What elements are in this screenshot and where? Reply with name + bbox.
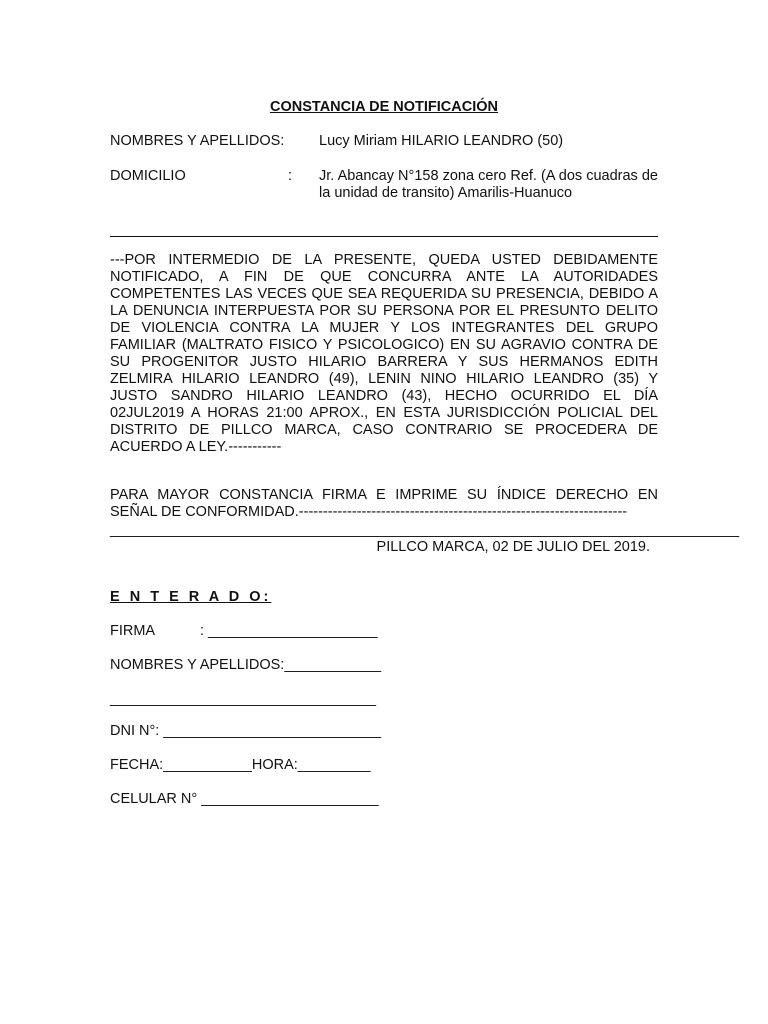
dni-field: DNI N°: ___________________________ — [110, 723, 382, 739]
blank-line: _________________________________ — [110, 691, 377, 707]
place-date: PILLCO MARCA, 02 DE JULIO DEL 2019. — [376, 539, 650, 555]
entered-heading — [110, 589, 271, 605]
names-value: Lucy Miriam HILARIO LEANDRO (50) — [319, 133, 564, 149]
firma-field — [110, 623, 378, 639]
underscore-line: ______________________________________________________________________________ — [110, 522, 740, 538]
firma-label: FIRMA — [110, 623, 156, 639]
names-field: NOMBRES Y APELLIDOS:____________ — [110, 657, 382, 673]
entered-label: E N T E R A D O — [110, 589, 264, 605]
celular-field: CELULAR N° ______________________ — [110, 791, 379, 807]
address-colon: : — [288, 168, 293, 184]
constancia-paragraph: PARA MAYOR CONSTANCIA FIRMA E IMPRIME SU ÍNDICE DERECHO EN SEÑAL DE CONFORMIDAD.-------------------------------------------------------------------- — [110, 487, 658, 520]
names-label: NOMBRES Y APELLIDOS: — [110, 133, 285, 149]
entered-colon: : — [263, 589, 272, 605]
section-divider — [110, 236, 658, 237]
address-value: Jr. Abancay N°158 zona cero Ref. (A dos cuadras de la unidad de transito) Amarilis-Huanuco — [319, 168, 658, 201]
address-label: DOMICILIO — [110, 168, 186, 184]
firma-line: : _____________________ — [200, 623, 378, 639]
document-title: CONSTANCIA DE NOTIFICACIÓN — [270, 99, 498, 115]
fecha-hora-field: FECHA:___________HORA:_________ — [110, 757, 371, 773]
notification-body: ---POR INTERMEDIO DE LA PRESENTE, QUEDA USTED DEBIDAMENTE NOTIFICADO, A FIN DE QUE CONCURRA ANTE LA AUTORIDADES COMPETENTES LAS VECES QUE SEA REQUERIDA SU PRESENCIA, DEBIDO A LA DENUNCIA INTERPUESTA POR SU PERSONA POR EL PRESUNTO DELITO DE VIOLENCIA CONTRA LA MUJER Y LOS INTEGRANTES DEL GRUPO FAMILIAR (MALTRATO FISICO Y PSICOLOGICO) EN SU AGRAVIO CONTRA DE SU PROGENITOR JUSTO HILARIO BARRERA Y SUS HERMANOS EDITH ZELMIRA HILARIO LEANDRO (49), LENIN NINO HILARIO LEANDRO (35) Y JUSTO SANDRO HILARIO LEANDRO (43), HECHO OCURRIDO EL DÍA 02JUL2019 A HORAS 21:00 APROX., EN ESTA JURISDICCIÓN POLICIAL DEL DISTRITO DE PILLCO MARCA, CASO CONTRARIO SE PROCEDERA DE ACUERDO A LEY.----------- — [110, 252, 658, 455]
